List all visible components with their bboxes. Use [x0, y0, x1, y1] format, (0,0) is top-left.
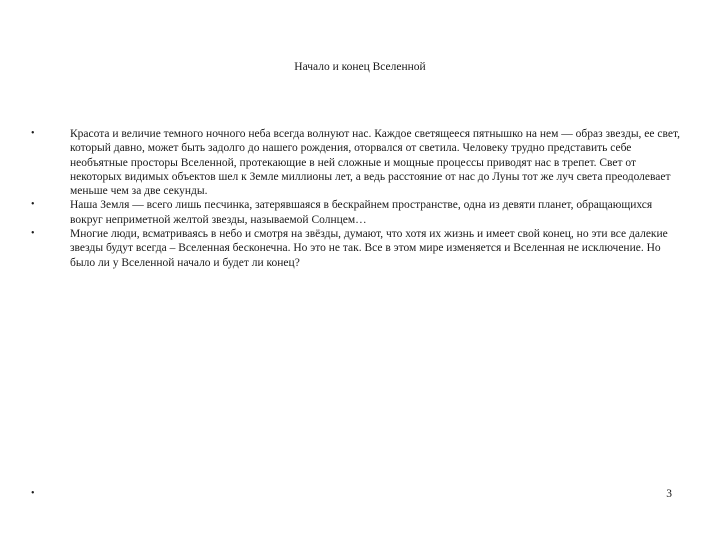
bullet-text: Красота и величие темного ночного неба всегда волнуют нас. Каждое светящееся пятнышко на нем — образ звезды, ее свет, который давно, может быть задолго до нашего рождения, оторвался от светила. Человеку трудно представить себе необъятные просторы Вселенной, протекающие в ней сложные и мощные процессы приводят нас в трепет. Свет от некоторых видимых объектов шел к Земле миллионы лет, а ведь расстояние от нас до Луны тот же луч света преодолевает меньше чем за две секунды.	[70, 128, 680, 198]
bullet-list	[0, 127, 720, 270]
bullet-icon: •	[31, 199, 35, 211]
bullet-item	[0, 198, 680, 227]
bullet-item	[0, 227, 680, 270]
bullet-text: Многие люди, всматриваясь в небо и смотря на звёзды, думают, что хотя их жизнь и имеет свой конец, но эти все далекие звезды будут всегда – Вселенная бесконечна. Но это не так. Все в этом мире изменяется и Вселенная не исключение. Но было ли у Вселенной начало и будет ли конец?	[70, 228, 668, 269]
bullet-item	[0, 127, 680, 198]
slide-title: Начало и конец Вселенной	[294, 61, 426, 73]
page-number: 3	[666, 488, 672, 500]
footer-bullet-icon: •	[31, 488, 35, 499]
bullet-icon: •	[31, 128, 35, 139]
bullet-icon: •	[31, 228, 35, 240]
bullet-text: Наша Земля — всего лишь песчинка, затерявшаяся в бескрайнем пространстве, одна из девяти планет, обращающихся вокруг неприметной желтой звезды, называемой Солнцем…	[70, 199, 653, 226]
